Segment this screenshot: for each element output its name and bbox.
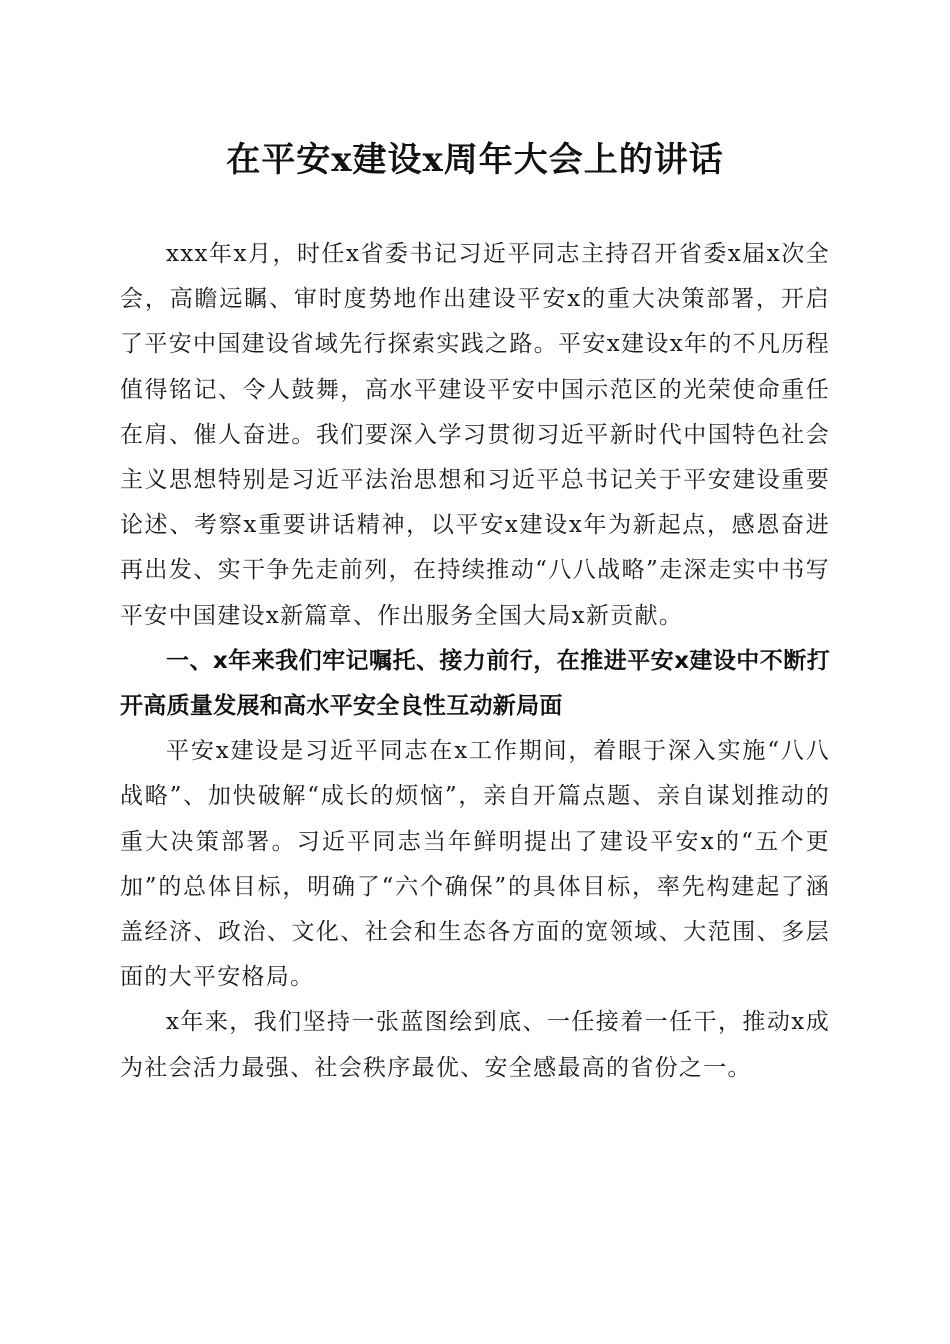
section-paragraph: 平安x建设是习近平同志在x工作期间，着眼于深入实施“八八战略”、加快破解“成长的烦恼”，亲自开篇点题、亲自谋划推动的重大决策部署。习近平同志当年鲜明提出了建设平安x的“五个更加”的总体目标，明确了“六个确保”的具体目标，率先构建起了涵盖经济、政治、文化、社会和生态各方面的宽领域、大范围、多层面的大平安格局。 [120, 738, 830, 991]
section-paragraph: x年来，我们坚持一张蓝图绘到底、一任接着一任干，推动x成为社会活力最强、社会秩序最优、安全感最高的省份之一。 [120, 1009, 830, 1081]
document-title: 在平安x建设x周年大会上的讲话 [226, 140, 724, 180]
section-heading: 一、x年来我们牢记嘱托、接力前行，在推进平安x建设中不断打开高质量发展和高水平安全良性互动新局面 [120, 647, 830, 720]
document-body [120, 232, 830, 1091]
intro-paragraph: xxx年x月，时任x省委书记习近平同志主持召开省委x届x次全会，高瞻远瞩、审时度势地作出建设平安x的重大决策部署，开启了平安中国建设省域先行探索实践之路。平安x建设x年的不凡历程值得铭记、令人鼓舞，高水平建设平安中国示范区的光荣使命重任在肩、催人奋进。我们要深入学习贯彻习近平新时代中国特色社会主义思想特别是习近平法治思想和习近平总书记关于平安建设重要论述、考察x重要讲话精神，以平安x建设x年为新起点，感恩奋进再出发、实干争先走前列，在持续推动“八八战略”走深走实中书写平安中国建设x新篇章、作出服务全国大局x新贡献。 [120, 241, 830, 629]
